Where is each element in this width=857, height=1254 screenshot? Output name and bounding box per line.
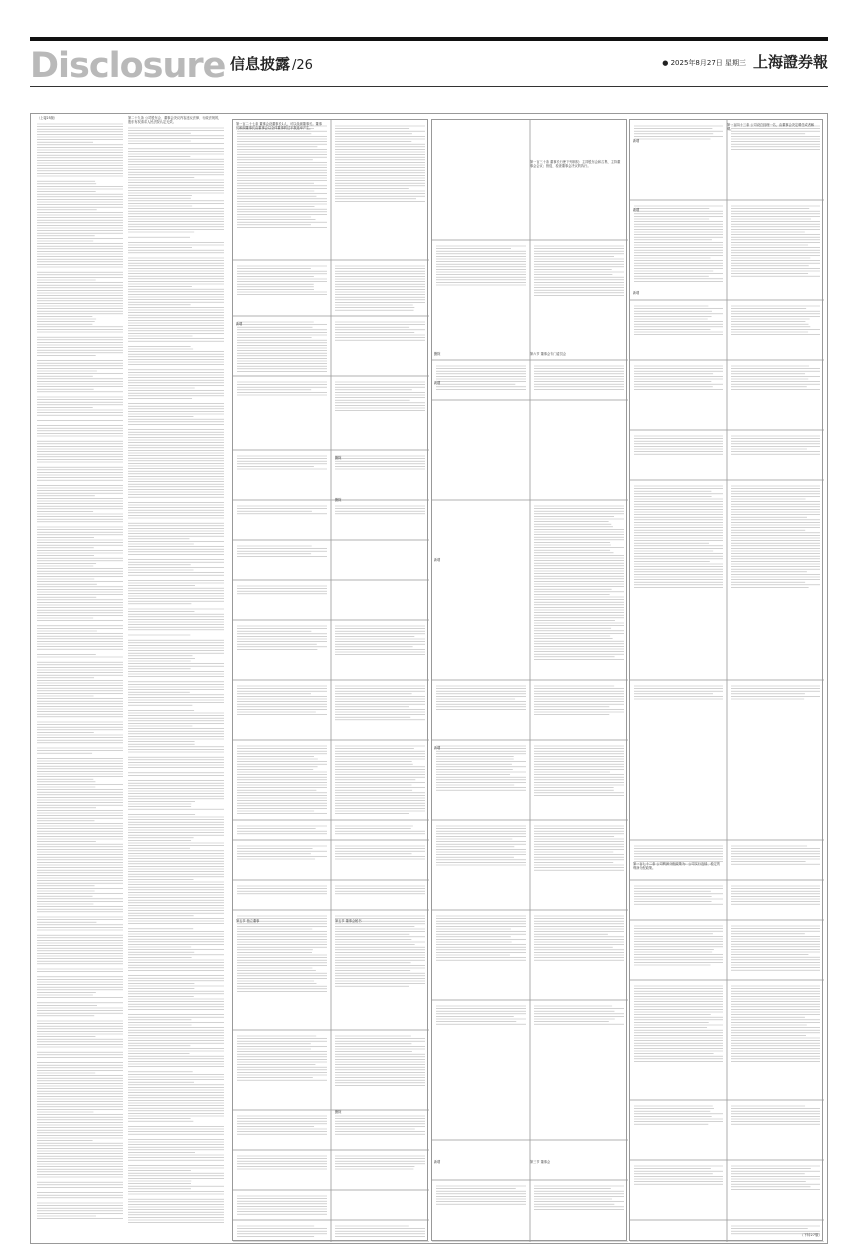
table-2-cell-insert-2: 新增 [434, 381, 441, 385]
column-2-text-body [128, 124, 224, 1229]
table-1-heading: 第一百二十七条 董事会设董事长1人，可以设副董事长。董事长和副董事长由董事会以全体董事的过半数选举产生。 [236, 122, 322, 131]
table-1-caption-2: 第五节 董事会秘书 [335, 919, 362, 923]
comparison-table-3 [629, 119, 823, 1241]
section-title [230, 53, 313, 74]
comparison-table-1 [232, 119, 428, 1241]
table-3-cell-insert-1: 新增 [633, 139, 640, 143]
table-1-cell-insert-1: 新增 [236, 322, 243, 326]
table-1-cell-delete-3: 删除 [335, 1110, 342, 1114]
table-2-cell-insert-1: 删除 [434, 352, 441, 356]
table-2-caption-1: 第六节 董事会专门委员会 [530, 352, 567, 356]
section-name: 信息披露 [230, 55, 291, 73]
table-2-cell-insert-3: 新增 [434, 558, 441, 562]
table-2-caption-2: 第三节 董事会 [530, 1160, 551, 1164]
column-2 [128, 116, 224, 1233]
comparison-table-1-lines [233, 120, 429, 1242]
page-number: /26 [292, 58, 313, 73]
table-3-cell-insert-2: 新增 [633, 208, 640, 212]
issue-date: ● 2025年8月27日 星期三 [662, 59, 746, 67]
table-2-cell-insert-4: 新增 [434, 746, 441, 750]
masthead [30, 45, 828, 85]
table-3-cell-insert-3: 新增 [633, 291, 640, 295]
continued-note: （下转27版） [800, 1233, 822, 1237]
table-2-cell-insert-5: 新增 [434, 1160, 441, 1164]
masthead-rule [30, 86, 828, 87]
comparison-table-3-lines [630, 120, 824, 1242]
comparison-table-2 [431, 119, 627, 1241]
table-3-text: 第一百七十二条 公司利润分配政策为：公司实行连续、稳定的利润分配政策。 [633, 862, 721, 871]
newspaper-name: 上海證券報 [752, 53, 828, 71]
table-2-heading: 第一百三十条 董事长行使下列职权：主持股东会和召集、主持董事会会议；督促、检查董事会决议的执行。 [530, 160, 621, 169]
column-1-text-body [37, 120, 123, 1225]
brand-title: Disclosure [30, 46, 226, 86]
table-1-cell-delete-2: 删除 [335, 498, 342, 502]
column-2-heading: 第二十九条 公司股东会、董事会决议内容违反法律、行政法规的，股东有权请求人民法院认定无效。 [128, 116, 222, 125]
column-1-heading: （上接25版） [37, 116, 57, 120]
top-rule [30, 37, 828, 41]
table-1-cell-delete-1: 删除 [335, 456, 342, 460]
table-3-heading: 第一百四十三条 公司设总经理一名，由董事会决定聘任或者解聘。 [727, 123, 815, 132]
column-1 [37, 116, 123, 1229]
comparison-table-2-lines [432, 120, 628, 1242]
table-1-caption-1: 第五节 独立董事 [236, 919, 260, 923]
